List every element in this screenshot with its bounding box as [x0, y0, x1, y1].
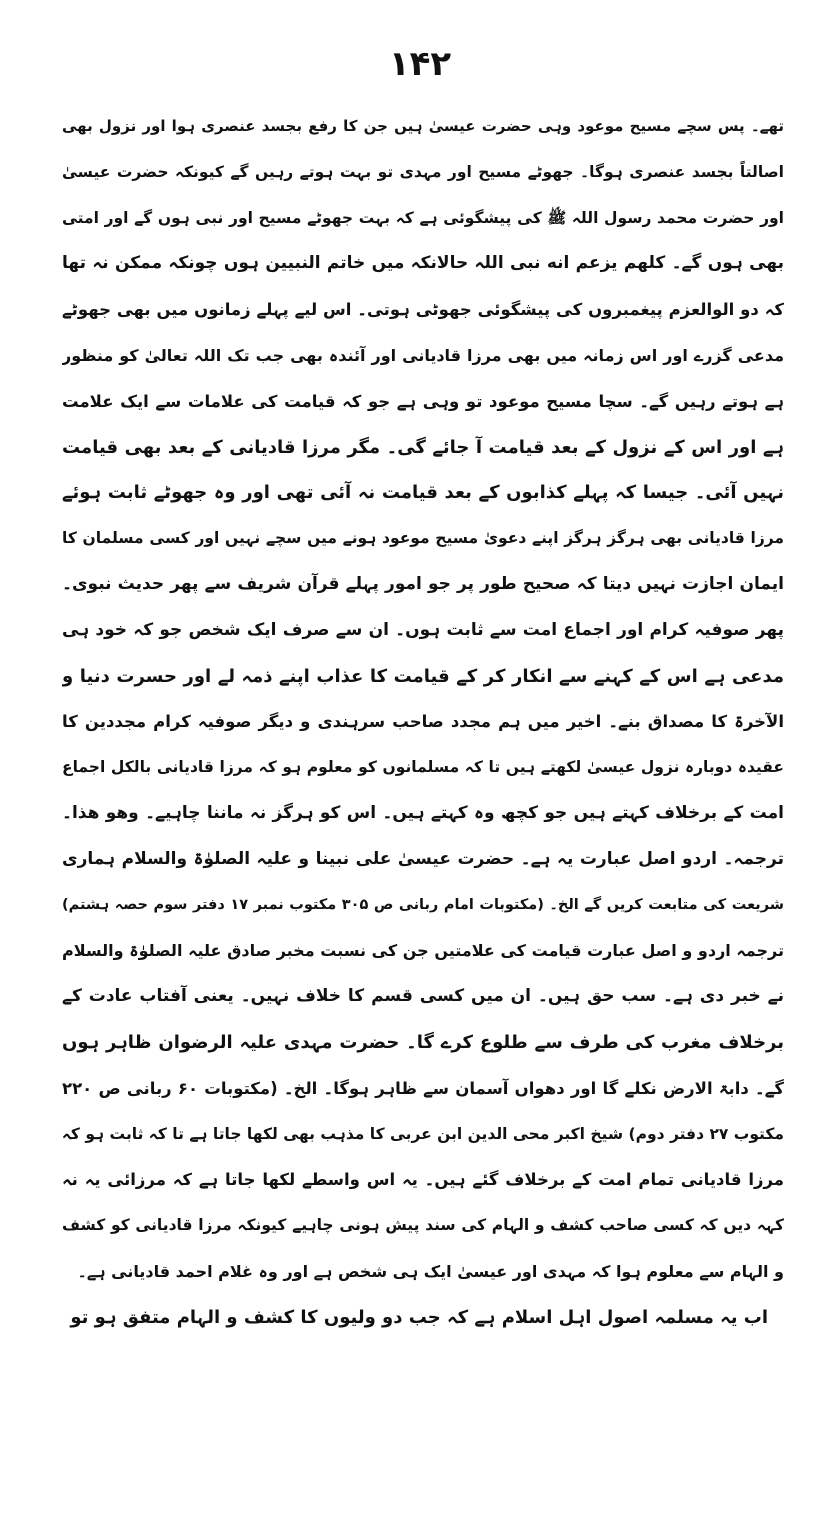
text-line-6: مدعی گزرے اور اس زمانہ میں بھی مرزا قادیانی اور آئندہ بھی جب تک اللہ تعالیٰ کو منظور — [62, 345, 784, 365]
text-line-19: ترجمہ اردو و اصل عبارت قیامت کی علامتیں جن کی نسبت مخبر صادق علیہ الصلوٰۃ والسلام — [62, 941, 784, 961]
text-line-16: امت کے برخلاف کہتے ہیں جو کچھ وہ کہتے ہیں۔ اس کو ہرگز نہ ماننا چاہیے۔ وھو ھذا۔ — [62, 802, 784, 823]
text-line-3: اور حضرت محمد رسول اللہ ﷺ کی پیشگوئی ہے کہ بہت جھوٹے مسیح اور نبی ہوں گے اور امتی — [62, 208, 784, 227]
text-line-18: شریعت کی متابعت کریں گے الخ۔ (مکتوبات امام ربانی ص ۳۰۵ مکتوب نمبر ۱۷ دفتر سوم حصہ ہشتم) — [62, 896, 784, 913]
text-line-10: مرزا قادیانی بھی ہرگز ہرگز اپنے دعویٰ مسیح موعود ہونے میں سچے نہیں اور کسی مسلمان کا — [62, 529, 784, 548]
text-line-4: بھی ہوں گے۔ کلھم یزعم انه نبی اللہ حالانکہ میں خاتم النبیین ہوں چونکہ ممکن نہ تھا — [62, 253, 784, 274]
text-line-27: اب یہ مسلمہ اصول اہل اسلام ہے کہ جب دو ولیوں کا کشف و الہام متفق ہو تو — [70, 1306, 768, 1328]
text-line-8: ہے اور اس کے نزول کے بعد قیامت آ جائے گی۔ مگر مرزا قادیانی کے بعد بھی قیامت — [62, 436, 784, 458]
text-line-26: و الہام سے معلوم ہوا کہ مہدی اور عیسیٰ ایک ہی شخص ہے اور وہ غلام احمد قادیانی ہے۔ — [77, 1261, 784, 1281]
text-line-2: اصالتاً بجسد عنصری ہوگا۔ جھوٹے مسیح اور مہدی تو بہت ہوتے رہیں گے کیونکہ حضرت عیسیٰ — [62, 162, 784, 181]
text-line-23: مکتوب ۲۷ دفتر دوم) شیخ اکبر محی الدین ابن عربی کا مذہب بھی لکھا جاتا ہے تا کہ ثابت ہو کہ — [62, 1124, 784, 1143]
text-line-15: عقیدہ دوبارہ نزول عیسیٰ لکھتے ہیں تا کہ مسلمانوں کو معلوم ہو کہ مرزا قادیانی بالکل اجماع — [62, 758, 784, 777]
text-line-25: کہہ دیں کہ کسی صاحب کشف و الہام کی سند پیش ہونی چاہیے کیونکہ مرزا قادیانی کو کشف — [62, 1216, 784, 1235]
text-line-22: گے۔ دابۃ الارض نکلے گا اور دھواں آسمان سے ظاہر ہوگا۔ الخ۔ (مکتوبات ۶۰ ربانی ص ۲۲۰ — [62, 1078, 784, 1098]
text-line-7: ہے ہوتے رہیں گے۔ سچا مسیح موعود تو وہی ہے جو کہ قیامت کی علامات سے ایک علامت — [62, 391, 784, 411]
text-body — [62, 104, 784, 1341]
text-line-12: پھر صوفیہ کرام اور اجماع امت سے ثابت ہوں۔ ان سے صرف ایک شخص جو کہ خود ہی — [62, 619, 784, 640]
text-line-5: کہ دو الوالعزم پیغمبروں کی پیشگوئی جھوٹی ہوتی۔ اس لیے پہلے زمانوں میں بھی جھوٹے — [62, 300, 784, 320]
text-line-11: ایمان اجازت نہیں دیتا کہ صحیح طور پر جو امور پہلے قرآن شریف سے پھر حدیث نبوی۔ — [62, 573, 784, 594]
text-line-21: برخلاف مغرب کی طرف سے طلوع کرے گا۔ حضرت مہدی علیہ الرضوان ظاہر ہوں — [62, 1031, 784, 1053]
text-line-14: الآخرۃ کا مصداق بنے۔ اخیر میں ہم مجدد صاحب سرہندی و دیگر صوفیہ کرام مجددین کا — [62, 712, 784, 732]
page-number: ۱۴۲ — [388, 44, 452, 84]
text-line-20: نے خبر دی ہے۔ سب حق ہیں۔ ان میں کسی قسم کا خلاف نہیں۔ یعنی آفتاب عادت کے — [62, 986, 784, 1007]
text-line-9: نہیں آئی۔ جیسا کہ پہلے کذابوں کے بعد قیامت نہ آئی تھی اور وہ جھوٹے ثابت ہوئے — [62, 482, 784, 504]
text-line-1: تھے۔ پس سچے مسیح موعود وہی حضرت عیسیٰ ہیں جن کا رفع بجسد عنصری ہوا اور نزول بھی — [62, 117, 784, 135]
text-line-24: مرزا قادیانی تمام امت کے برخلاف گئے ہیں۔ یہ اس واسطے لکھا جاتا ہے کہ مرزائی یہ نہ — [62, 1170, 784, 1190]
text-line-17: ترجمہ۔ اردو اصل عبارت یہ ہے۔ حضرت عیسیٰ علی نبینا و علیہ الصلوٰۃ والسلام ہماری — [62, 848, 784, 869]
text-line-13: مدعی ہے اس کے کہنے سے انکار کر کے قیامت کا عذاب اپنے ذمہ لے اور حسرت دنیا و — [62, 665, 784, 687]
